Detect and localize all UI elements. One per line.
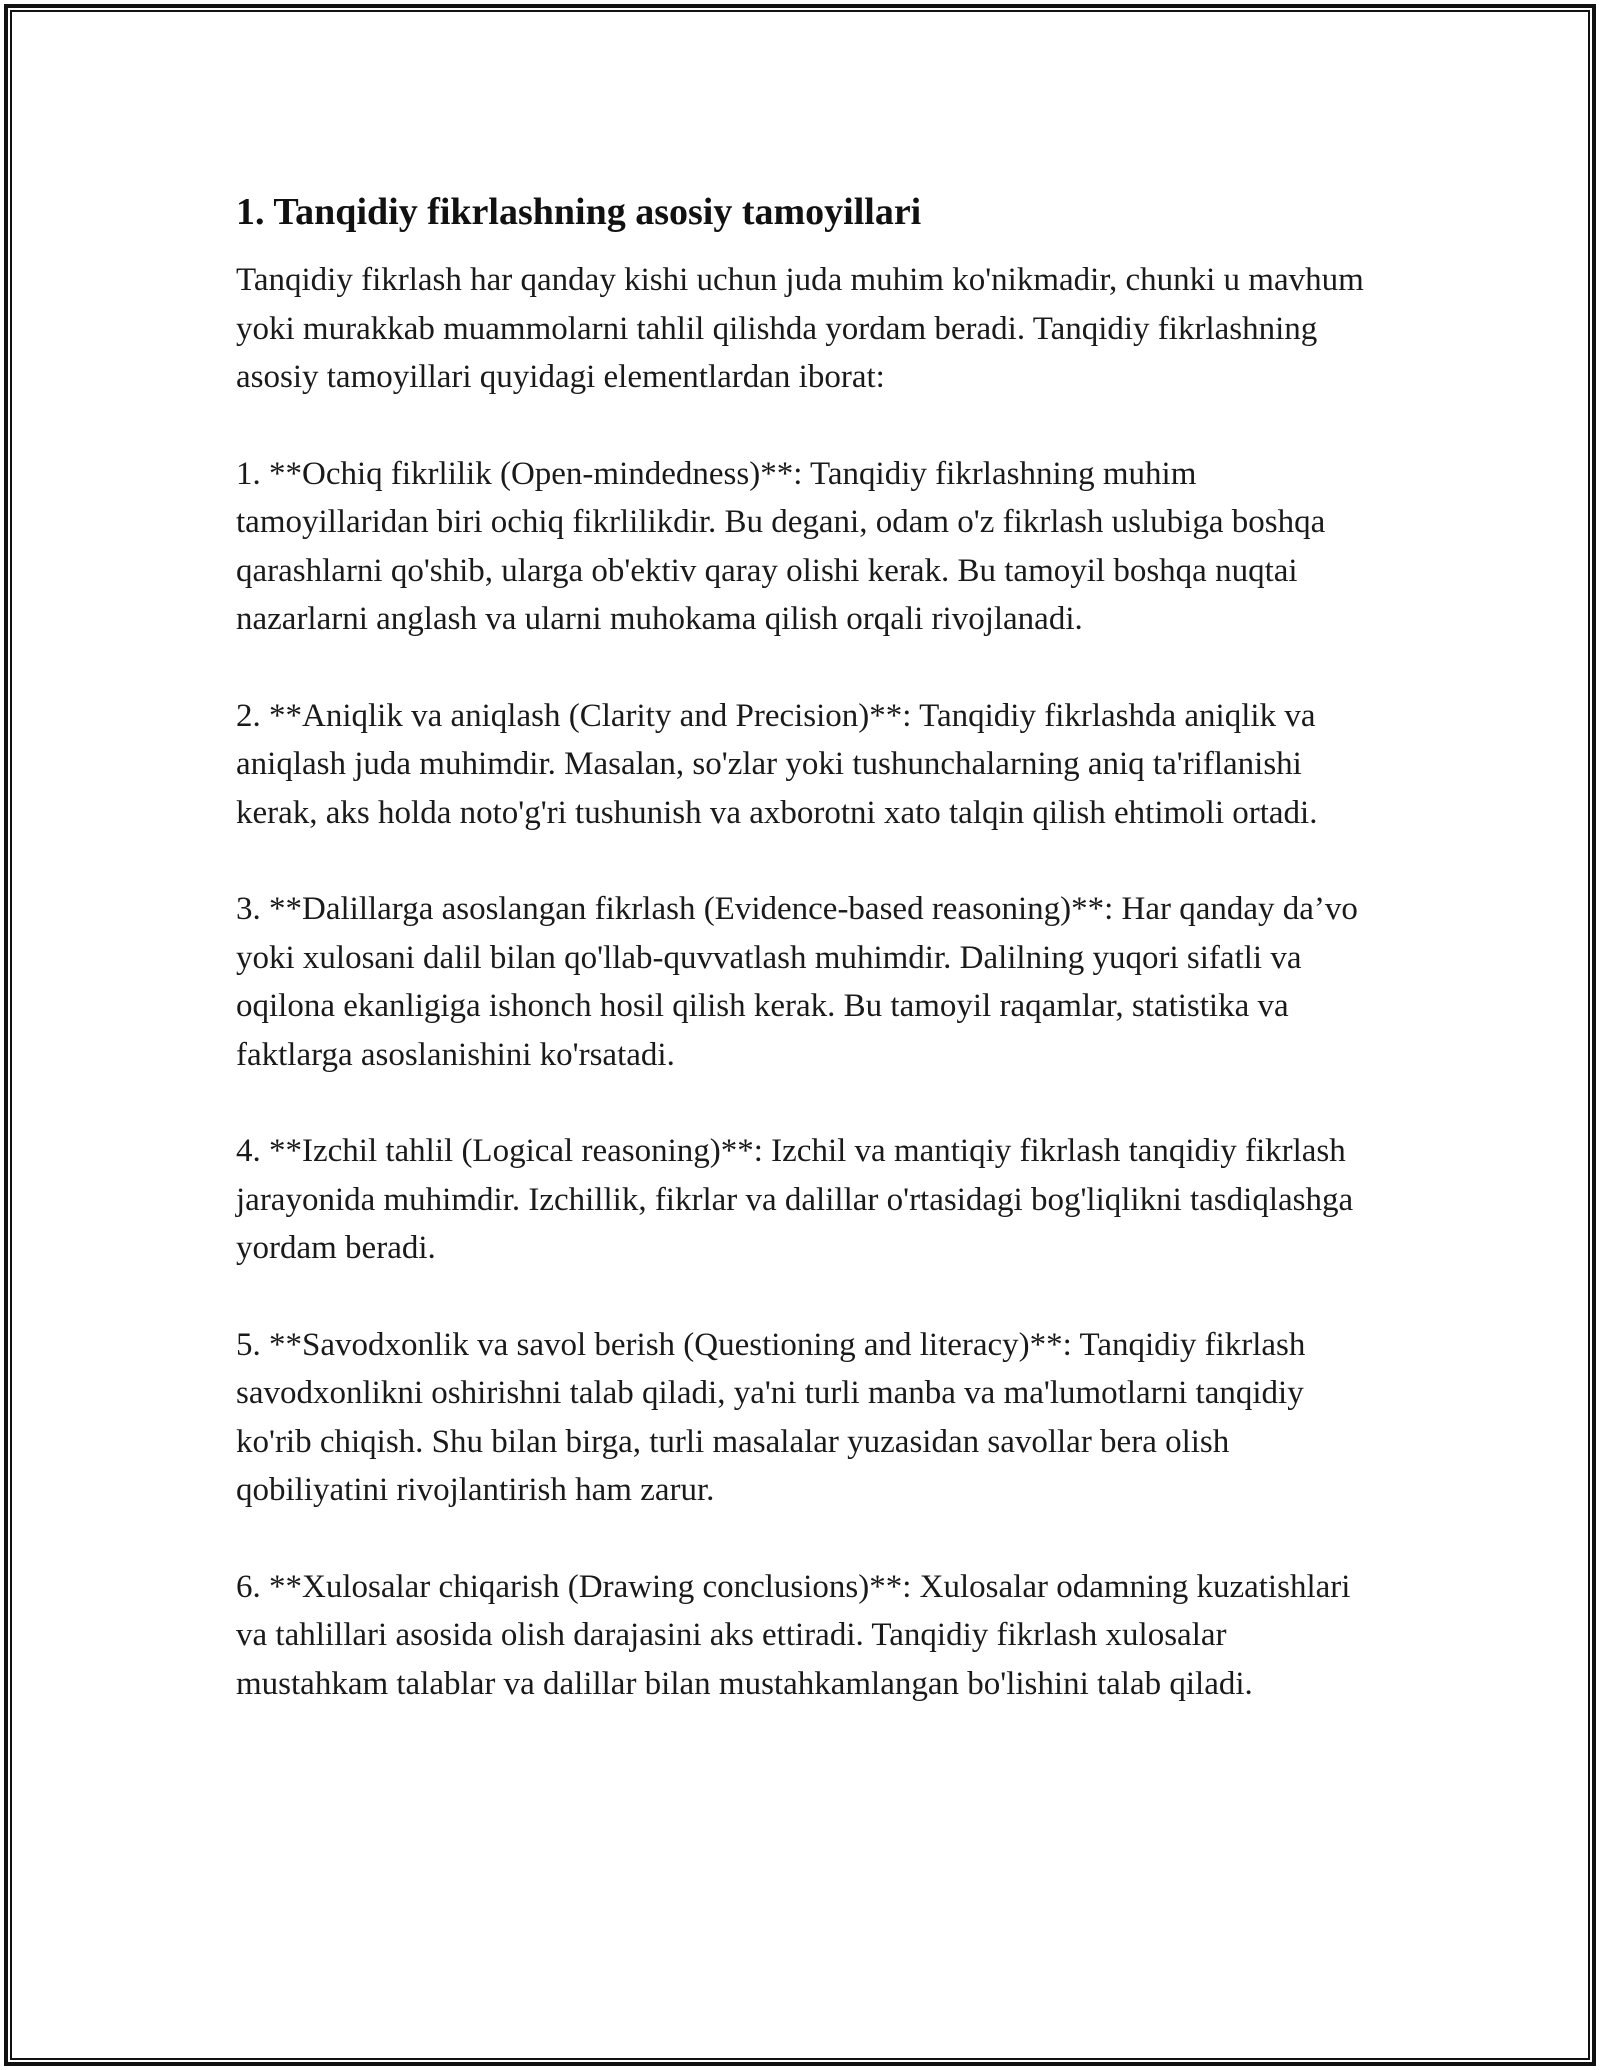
document-body bbox=[236, 186, 1386, 1756]
intro-paragraph: Tanqidiy fikrlash har qanday kishi uchun juda muhim ko'nikmadir, chunki u mavhum yoki murakkab muammolarni tahlil qilishda yordam beradi. Tanqidiy fikrlashning asosiy tamoyillari quyidagi elementlardan iborat: bbox=[236, 262, 1364, 395]
principle-item-2: 2. **Aniqlik va aniqlash (Clarity and Precision)**: Tanqidiy fikrlashda aniqlik va aniqlash juda muhimdir. Masalan, so'zlar yoki tushunchalarning aniq ta'riflanishi kerak, aks holda noto'g'ri tushunish va axborotni xato talqin qilish ehtimoli ortadi. bbox=[236, 697, 1318, 831]
principle-item-3: 3. **Dalillarga asoslangan fikrlash (Evidence-based reasoning)**: Har qanday da’vo yoki xulosani dalil bilan qo'llab-quvvatlash muhimdir. Dalilning yuqori sifatli va oqilona ekanligiga ishonch hosil qilish kerak. Bu tamoyil raqamlar, statistika va faktlarga asoslanishini ko'rsatadi. bbox=[236, 891, 1358, 1073]
principle-item-4: 4. **Izchil tahlil (Logical reasoning)**: Izchil va mantiqiy fikrlash tanqidiy fikrlash jarayonida muhimdir. Izchillik, fikrlar va dalillar o'rtasidagi bog'liqlikni tasdiqlashga yordam beradi. bbox=[236, 1133, 1354, 1266]
principle-item-5: 5. **Savodxonlik va savol berish (Questioning and literacy)**: Tanqidiy fikrlash savodxonlikni oshirishni talab qiladi, ya'ni turli manba va ma'lumotlarni tanqidiy ko'rib chiqish. Shu bilan birga, turli masalalar yuzasidan savollar bera olish qobiliyatini rivojlantirish ham zarur. bbox=[236, 1326, 1306, 1508]
principle-item-1: 1. **Ochiq fikrlilik (Open-mindedness)**: Tanqidiy fikrlashning muhim tamoyillaridan biri ochiq fikrlilikdir. Bu degani, odam o'z fikrlash uslubiga boshqa qarashlarni qo'shib, ularga ob'ektiv qaray olishi kerak. Bu tamoyil boshqa nuqtai nazarlarni anglash va ularni muhokama qilish orqali rivojlanadi. bbox=[236, 455, 1326, 637]
principle-item-6: 6. **Xulosalar chiqarish (Drawing conclusions)**: Xulosalar odamning kuzatishlari va tahlillari asosida olish darajasini aks ettiradi. Tanqidiy fikrlash xulosalar mustahkam talablar va dalillar bilan mustahkamlangan bo'lishini talab qiladi. bbox=[236, 1568, 1351, 1702]
section-heading: 1. Tanqidiy fikrlashning asosiy tamoyillari bbox=[236, 191, 922, 233]
